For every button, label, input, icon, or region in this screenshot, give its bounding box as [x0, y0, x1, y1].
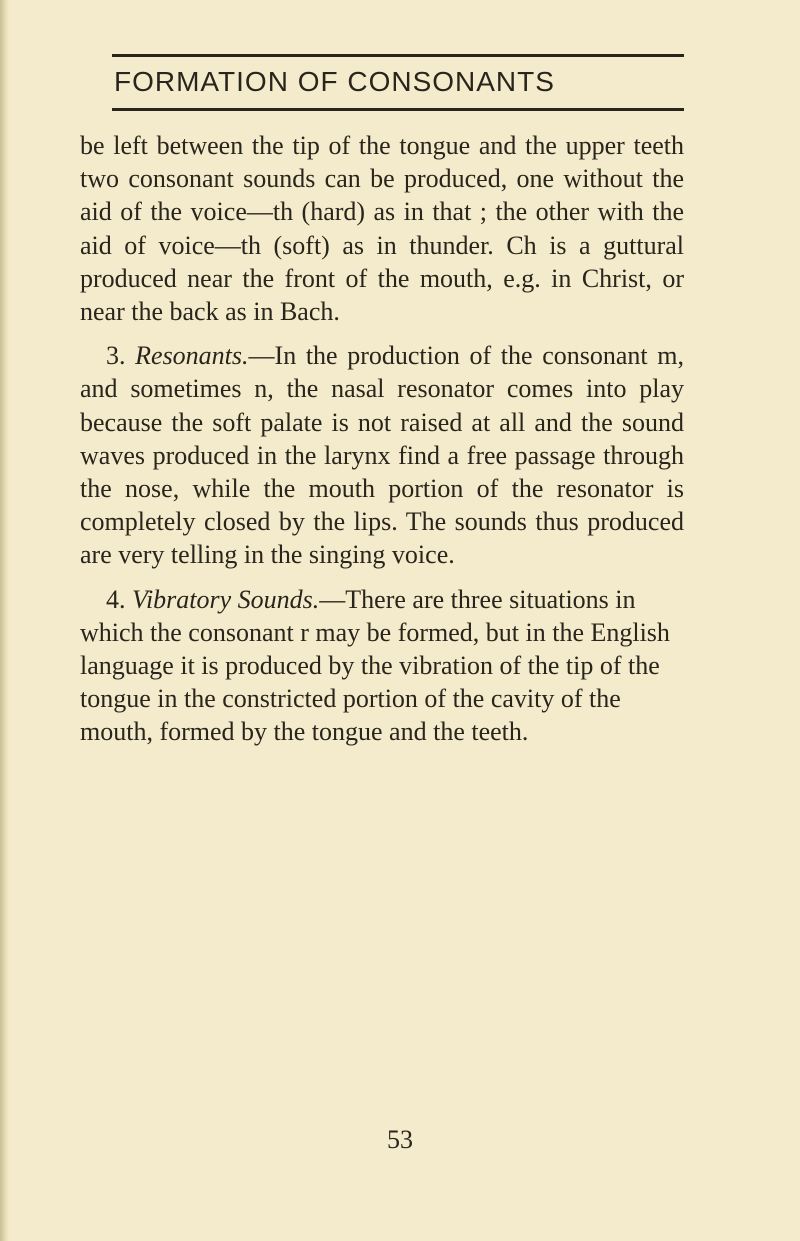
body-text [80, 129, 684, 760]
paragraph-vibratory-sounds [80, 583, 684, 749]
header-rule-bottom [112, 108, 684, 111]
paragraph-resonants [80, 339, 684, 571]
paragraph-text: —There are three situations in which the consonant r may be formed, but in the English language it is produced by the vibration of the tip of the tongue in the constricted portion of the cavity of the mouth, formed by the tongue and the teeth. [80, 584, 670, 747]
paragraph-title: Resonants. [135, 341, 249, 371]
paragraph-title: Vibratory Sounds. [132, 584, 320, 614]
paragraph-continuation [80, 129, 684, 328]
paragraph-number: 4. [106, 584, 132, 614]
paragraph-number: 3. [106, 341, 136, 371]
header-rule-top [112, 54, 684, 57]
page-edge-shadow [0, 0, 9, 1241]
paragraph-text: be left between the tip of the tongue and the upper teeth two consonant sounds can be produced, one without the aid of the voice—th (hard) as in that ; the other with the aid of voice—th (soft) as in thunder. Ch is a guttural produced near the front of the mouth, e.g. in Christ, or near the back as in Bach. [80, 131, 684, 327]
page-number: 53 [387, 1125, 413, 1154]
paragraph-text: —In the production of the consonant m, and sometimes n, the nasal resonator comes into play because the soft palate is not raised at all and the sound waves produced in the larynx find a free passage through the nose, while the mouth portion of the resonator is completely closed by the lips. The sounds thus produced are very telling in the singing voice. [80, 341, 684, 570]
running-header: FORMATION OF CONSONANTS [114, 66, 555, 97]
